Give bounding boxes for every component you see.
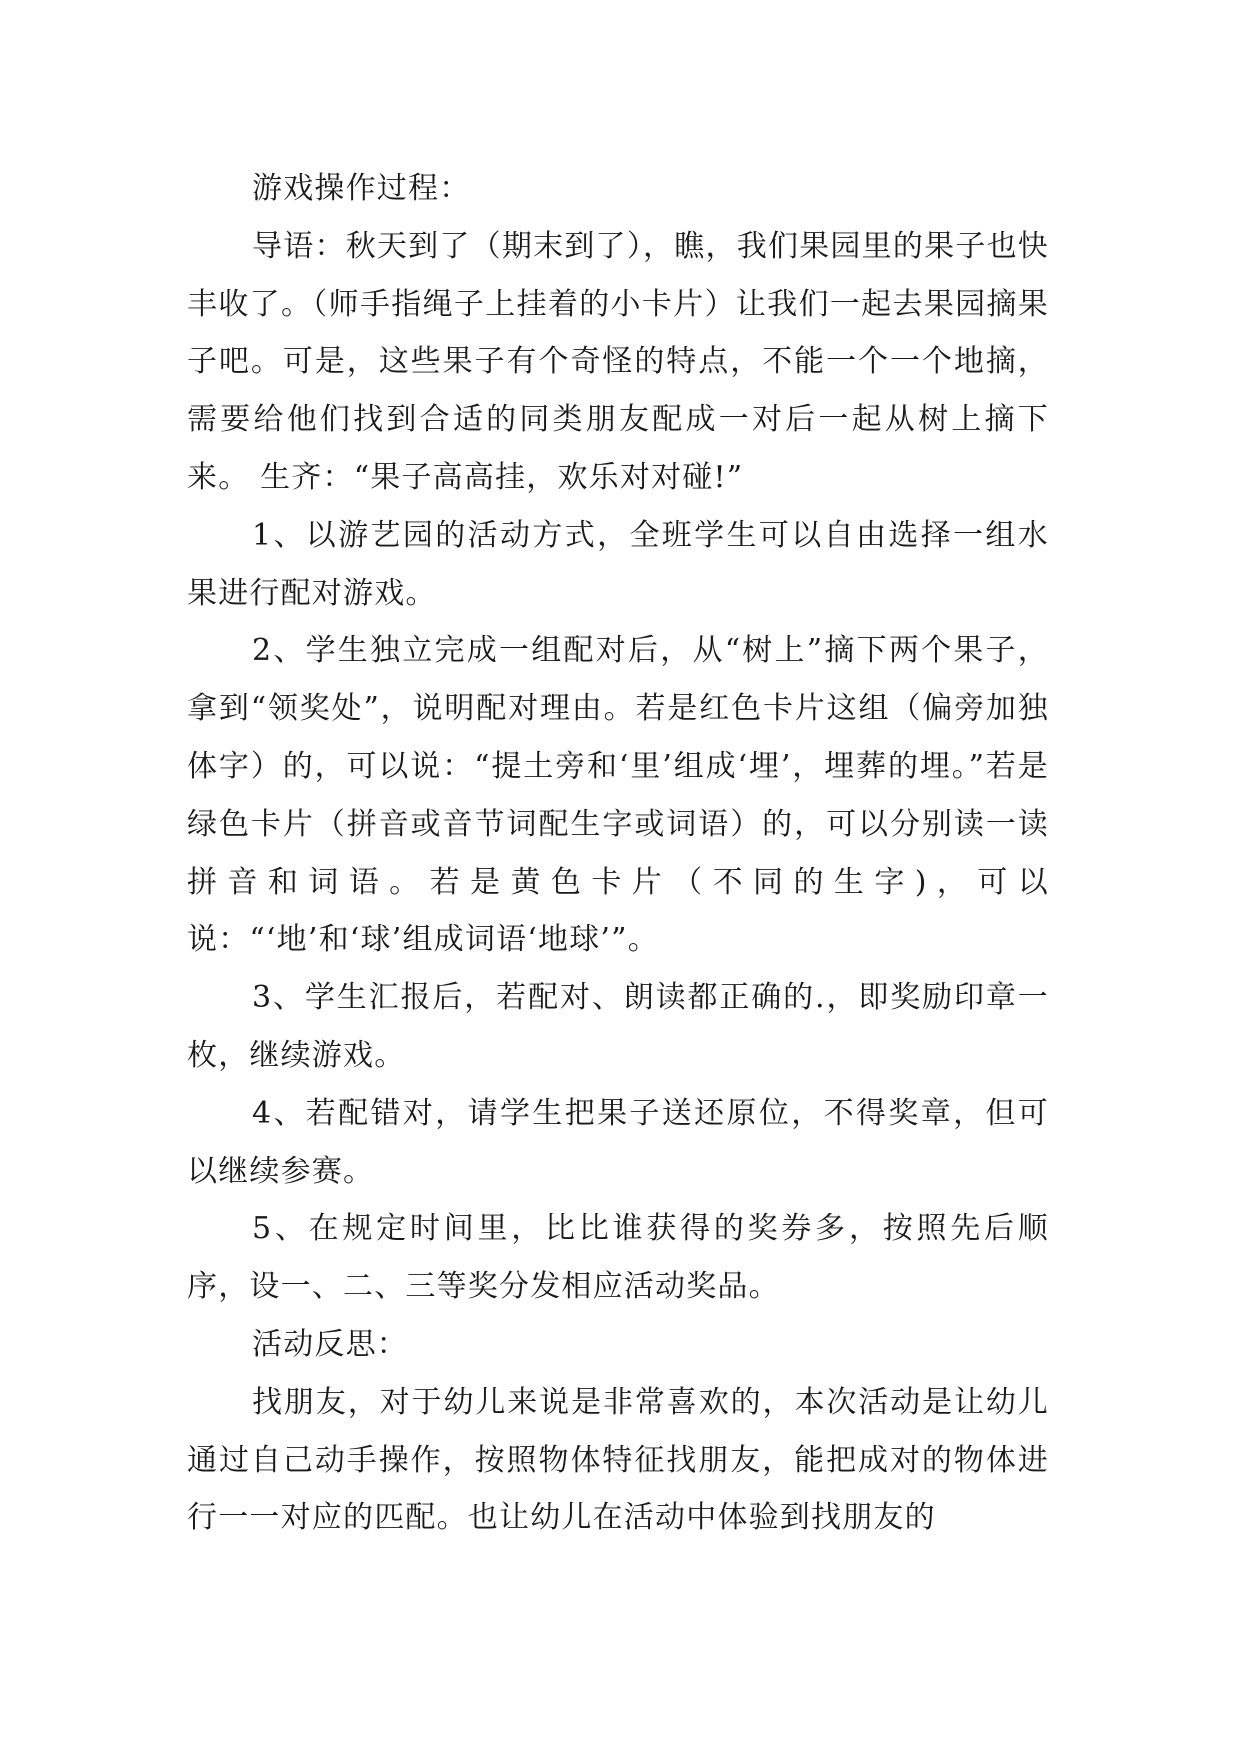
paragraph-intro: 导语：秋天到了（期末到了），瞧，我们果园里的果子也快丰收了。（师手指绳子上挂着的小卡片）让我们一起去果园摘果子吧。可是，这些果子有个奇怪的特点，不能一个一个地摘，需要给他们找到合适的同类朋友配成一对后一起从树上摘下来。 生齐：“果子高高挂，欢乐对对碰!” <box>187 228 1049 495</box>
paragraph-reflection: 找朋友，对于幼儿来说是非常喜欢的，本次活动是让幼儿通过自己动手操作，按照物体特征找朋友，能把成对的物体进行一一对应的匹配。也让幼儿在活动中体验到找朋友的 <box>187 1384 1049 1536</box>
paragraph-step-4: 4、若配错对，请学生把果子送还原位，不得奖章，但可以继续参赛。 <box>187 1095 1049 1189</box>
paragraph-step-5: 5、在规定时间里，比比谁获得的奖券多，按照先后顺序，设一、二、三等奖分发相应活动奖品。 <box>187 1211 1049 1305</box>
paragraph-step-3: 3、学生汇报后，若配对、朗读都正确的.，即奖励印章一枚，继续游戏。 <box>187 980 1049 1073</box>
paragraph-step-1: 1、以游艺园的活动方式，全班学生可以自由选择一组水果进行配对游戏。 <box>187 517 1049 611</box>
section-heading-reflection: 活动反思： <box>252 1326 408 1362</box>
document-body <box>187 160 1049 1547</box>
section-heading-game-process: 游戏操作过程： <box>252 171 471 206</box>
paragraph-step-2: 2、学生独立完成一组配对后，从“树上”摘下两个果子，拿到“领奖处”，说明配对理由。若是红色卡片这组（偏旁加独体字）的，可以说：“提土旁和‘里’组成‘埋’，埋葬的埋。”若是绿色卡片（拼音或音节词配生字或词语）的，可以分别读一读拼音和词语。若是黄色卡片（不同的生字)，可以说：“‘地’和‘球’组成词语‘地球’”。 <box>187 633 1049 958</box>
